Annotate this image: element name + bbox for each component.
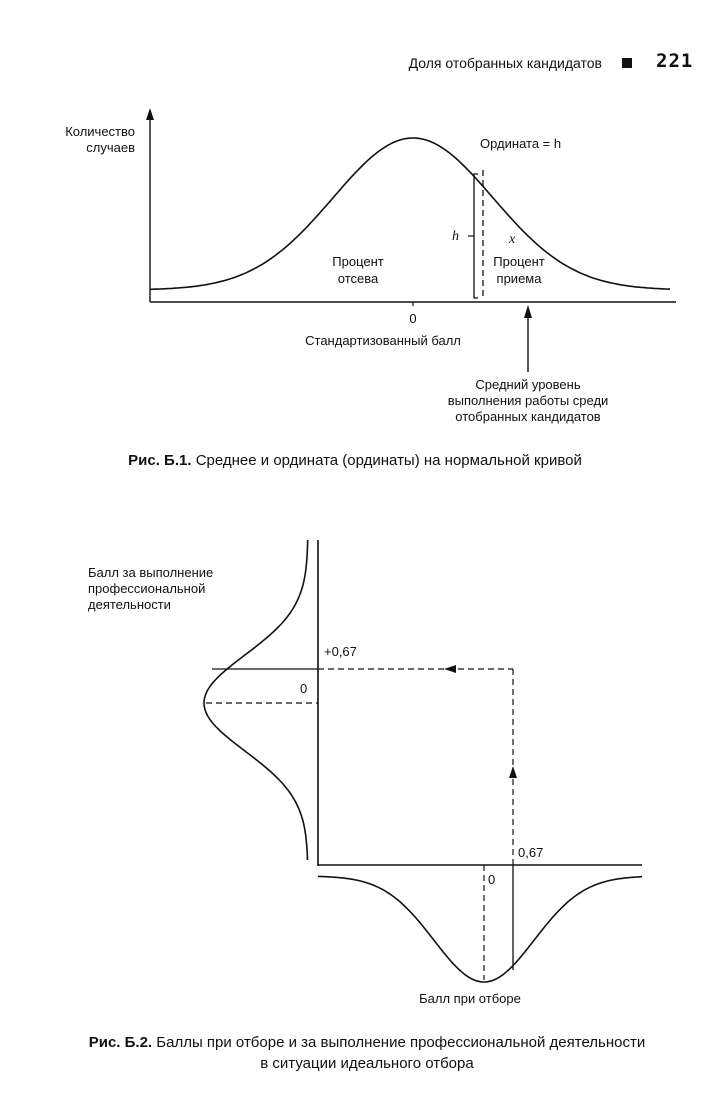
- fig1-zero-label: 0: [409, 311, 417, 326]
- fig2-caption-text: Баллы при отборе и за выполнение профессиональной деятельности: [152, 1034, 646, 1051]
- fig2-left-arrowhead: [444, 665, 456, 673]
- fig2-caption-label: Рис. Б.2.: [88, 1034, 153, 1051]
- fig1-accepted-line1: Процент: [493, 254, 545, 269]
- fig1-y-label-line2: случаев: [86, 140, 135, 155]
- fig2-y-label-line1: Балл за выполнение: [88, 565, 214, 580]
- fig2-selection-curve: [318, 876, 642, 982]
- fig2-y-label-line3: деятельности: [88, 597, 171, 612]
- fig2-caption-line2-wrap: [0, 1055, 710, 1072]
- fig1-caption-text: Среднее и ордината (ординаты) на нормальной кривой: [191, 452, 582, 469]
- fig1-caption-label: Рис. Б.1.: [128, 452, 192, 469]
- fig1-normal-curve: [150, 138, 670, 289]
- fig2-x-value-label: 0,67: [518, 845, 544, 860]
- fig1-y-axis-arrow: [146, 108, 154, 120]
- running-title: Доля отобранных кандидатов: [408, 55, 602, 71]
- fig2-caption-line2: в ситуации идеального отбора: [260, 1055, 474, 1072]
- fig1-h-label: h: [452, 229, 459, 244]
- fig2-x-zero-label: 0: [488, 872, 496, 887]
- fig1-accepted-line2: приема: [496, 271, 542, 286]
- fig1-note-line2: выполнения работы среди: [447, 393, 609, 408]
- fig2-caption: [0, 1034, 710, 1051]
- fig1-h-bracket: [474, 174, 478, 298]
- fig2-performance-curve: [204, 540, 308, 860]
- fig1-x-label: x: [509, 232, 516, 247]
- figure-1: [65, 108, 676, 424]
- fig2-y-zero-label: 0: [300, 681, 308, 696]
- fig1-x-axis-label: Стандартизованный балл: [305, 333, 461, 348]
- fig1-note-line1: Средний уровень: [475, 377, 581, 392]
- fig2-y-value-label: +0,67: [324, 644, 357, 659]
- fig1-ordinate-label: Ордината = h: [480, 136, 562, 151]
- fig1-rejected-line1: Процент: [332, 254, 384, 269]
- fig1-caption: [0, 452, 710, 469]
- fig2-x-axis-label: Балл при отборе: [419, 991, 521, 1006]
- fig1-y-label-line1: Количество: [65, 124, 135, 139]
- fig2-up-arrowhead: [509, 766, 517, 778]
- fig1-note-line3: отобранных кандидатов: [455, 409, 601, 424]
- fig2-y-label-line2: профессиональной: [88, 581, 206, 596]
- figure-2: [88, 540, 642, 1006]
- page-number: 221: [656, 50, 694, 72]
- fig1-mean-arrowhead: [524, 305, 532, 318]
- fig1-rejected-line2: отсева: [337, 271, 379, 286]
